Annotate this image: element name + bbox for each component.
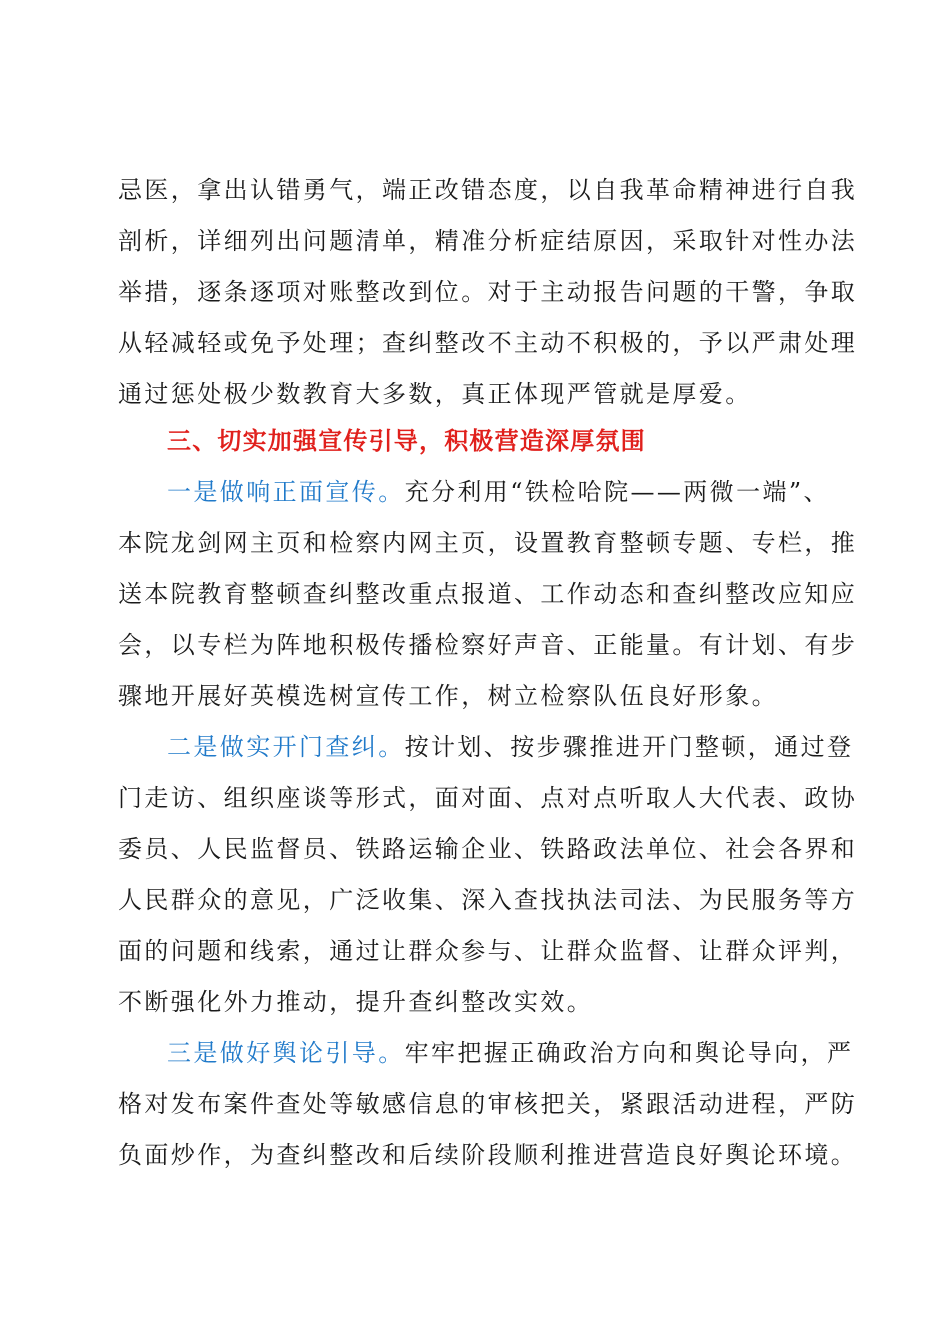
paragraph-line: 骤地开展好英模选树宣传工作，树立检察队伍良好形象。 xyxy=(118,682,778,710)
item-first-line xyxy=(167,731,887,763)
paragraph-line: 举措，逐条逐项对账整改到位。对于主动报告问题的干警，争取 xyxy=(118,278,858,306)
item-first-rest: 充分利用“铁检哈院——两微一端”、 xyxy=(404,478,830,506)
paragraph-line: 忌医，拿出认错勇气，端正改错态度，以自我革命精神进行自我 xyxy=(118,176,858,204)
item-first-line xyxy=(167,476,887,508)
paragraph-line: 剖析，详细列出问题清单，精准分析症结原因，采取针对性办法 xyxy=(118,227,858,255)
paragraph-line: 负面炒作，为查纠整改和后续阶段顺利推进营造良好舆论环境。 xyxy=(118,1141,858,1169)
paragraph-line: 格对发布案件查处等敏感信息的审核把关，紧跟活动进程，严防 xyxy=(118,1090,858,1118)
paragraph-line: 本院龙剑网主页和检察内网主页，设置教育整顿专题、专栏，推 xyxy=(118,529,858,557)
paragraph-line: 通过惩处极少数教育大多数，真正体现严管就是厚爱。 xyxy=(118,380,752,408)
item-first-rest: 按计划、按步骤推进开门整顿，通过登 xyxy=(404,733,854,761)
paragraph-line: 不断强化外力推动，提升查纠整改实效。 xyxy=(118,988,594,1016)
paragraph-line: 委员、人民监督员、铁路运输企业、铁路政法单位、社会各界和 xyxy=(118,835,858,863)
paragraph-line: 会，以专栏为阵地积极传播检察好声音、正能量。有计划、有步 xyxy=(118,631,858,659)
paragraph-line: 人民群众的意见，广泛收集、深入查找执法司法、为民服务等方 xyxy=(118,886,858,914)
item-lead: 三是做好舆论引导。 xyxy=(167,1039,405,1067)
item-first-line xyxy=(167,1037,887,1069)
paragraph-line: 面的问题和线索，通过让群众参与、让群众监督、让群众评判， xyxy=(118,937,858,965)
paragraph-line: 从轻减轻或免予处理；查纠整改不主动不积极的，予以严肃处理 xyxy=(118,329,858,357)
paragraph-line: 送本院教育整顿查纠整改重点报道、工作动态和查纠整改应知应 xyxy=(118,580,858,608)
section-heading: 三、切实加强宣传引导，积极营造深厚氛围 xyxy=(167,427,646,455)
item-lead: 二是做实开门查纠。 xyxy=(167,733,405,761)
paragraph-line: 门走访、组织座谈等形式，面对面、点对点听取人大代表、政协 xyxy=(118,784,858,812)
item-lead: 一是做响正面宣传。 xyxy=(167,478,405,506)
item-first-rest: 牢牢把握正确政治方向和舆论导向，严 xyxy=(404,1039,854,1067)
